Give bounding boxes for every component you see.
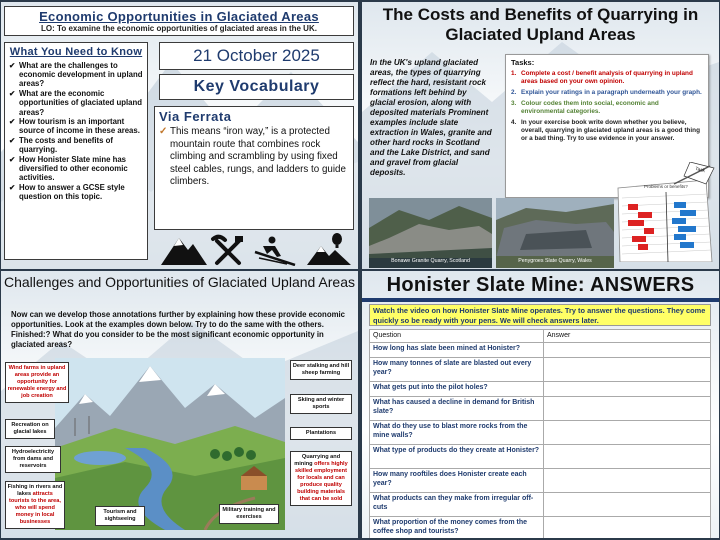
task-number: 4.: [511, 119, 517, 126]
slate-quarry-photo: [496, 198, 614, 268]
photo-caption: Bonawe Granite Quarry, Scotland: [391, 258, 470, 264]
mountain-icon: [161, 238, 207, 265]
label-fishing: [5, 481, 65, 529]
question-cell: What has caused a decline in demand for British slate?: [370, 397, 544, 421]
task-item: [511, 89, 703, 97]
lesson-date: 21 October 2025: [159, 42, 354, 70]
label-quarrying: [290, 451, 352, 506]
table-row: [370, 397, 711, 421]
list-item: ✔ How Honister Slate mine has diversified to other economic activities.: [9, 155, 143, 183]
task-item: [511, 119, 703, 143]
column-header-answer: Answer: [544, 330, 711, 343]
question-cell: What gets put into the pilot holes?: [370, 382, 544, 397]
label-deer-stalking: Deer stalking and hill sheep farming: [290, 360, 352, 380]
slide-challenges-opportunities: [1, 271, 358, 538]
lesson-header: [4, 6, 354, 36]
table-header-row: [370, 330, 711, 343]
question-cell: What type of products do they create at Honister?: [370, 445, 544, 469]
task-text: Complete a cost / benefit analysis of quarrying in upland areas based on your own opinion.: [521, 70, 693, 85]
task-tag: Task: [694, 166, 706, 175]
label-tourism: Tourism and sightseeing: [95, 506, 145, 526]
lesson-title: Economic Opportunities in Glaciated Areas: [39, 9, 319, 24]
slide-title: The Costs and Benefits of Quarrying in Glaciated Upland Areas: [382, 5, 699, 44]
answer-cell[interactable]: [544, 445, 711, 469]
task-number: 1.: [511, 70, 517, 77]
key-vocabulary-heading: Key Vocabulary: [159, 74, 354, 100]
label-explanation: provide an opportunity for renewable energy and job creation: [7, 372, 67, 399]
slide-honister-answers: [362, 271, 719, 538]
label-explanation: attracts tourists to the area, who will spend money in local businesses: [9, 491, 61, 525]
task-item: [511, 70, 703, 86]
tasks-heading: Tasks:: [511, 58, 535, 67]
slide-economic-opportunities: [1, 2, 358, 269]
cost-benefit-graph-illustration: [614, 162, 718, 262]
notebook-graph-image: [614, 162, 718, 262]
vocabulary-card: [154, 106, 354, 230]
question-cell: What products can they make from irregular off-cuts: [370, 493, 544, 517]
table-row: [370, 493, 711, 517]
questions-table: [369, 329, 711, 538]
tasks-list: [511, 70, 703, 143]
answer-cell[interactable]: [544, 358, 711, 382]
table-row: [370, 421, 711, 445]
table-row: [370, 382, 711, 397]
learning-objective: LO: To examine the economic opportunities of glaciated areas in the UK.: [41, 24, 317, 33]
task-text: Explain your ratings in a paragraph underneath your graph.: [521, 89, 702, 96]
mountain-balloon-icon: [307, 233, 351, 265]
question-cell: How many tonnes of slate are blasted out every year?: [370, 358, 544, 382]
answer-cell[interactable]: [544, 343, 711, 358]
list-item: ✔ The costs and benefits of quarrying.: [9, 136, 143, 154]
photo-caption: Penygroes Slate Quarry, Wales: [518, 258, 592, 264]
table-row: [370, 358, 711, 382]
answer-cell[interactable]: [544, 517, 711, 539]
list-item: ✔ What are the challenges to economic development in upland areas?: [9, 61, 143, 89]
question-cell: How many rooftiles does Honister create each year?: [370, 469, 544, 493]
answer-cell[interactable]: [544, 421, 711, 445]
question-cell: What do they use to blast more rocks from the mine walls?: [370, 421, 544, 445]
table-row: [370, 343, 711, 358]
notebook-label: Problems or benefits?: [644, 184, 688, 189]
task-item: [511, 100, 703, 116]
list-item: ✔ How tourism is an important source of income in these areas.: [9, 117, 143, 135]
label-hydroelectricity: Hydroelectricity from dams and reservoirs: [5, 446, 61, 473]
task-number: 3.: [511, 100, 517, 107]
need-to-know-heading: What You Need to Know: [9, 46, 143, 58]
task-text: In your exercise book write down whether you believe, overall, quarrying in glaciated upland areas is a good thing or a bad thing. Try to use evidence in your answer.: [521, 119, 700, 142]
answer-cell[interactable]: [544, 382, 711, 397]
need-to-know-list: [9, 61, 143, 202]
vocabulary-term: Via Ferrata: [159, 109, 232, 124]
slide-quarrying: [362, 2, 719, 269]
list-item: ✔ How to answer a GCSE style question on this topic.: [9, 183, 143, 201]
quarrying-description: In the UK's upland glaciated areas, the types of quarrying reflect the hard, resistant rock formations left behind by glacial erosion, along with deposited materials Prominent examples include slate extraction in Wales, granite and other hard rocks in Scotland and the Lake District, and sand and gravel from glacial deposits.: [370, 58, 492, 177]
label-plantations: Plantations: [290, 427, 352, 440]
answer-cell[interactable]: [544, 469, 711, 493]
question-cell: How long has slate been mined at Honister?: [370, 343, 544, 358]
skier-icon: [255, 237, 295, 266]
label-skiing: Skiing and winter sports: [290, 394, 352, 414]
table-row: [370, 445, 711, 469]
answer-cell[interactable]: [544, 397, 711, 421]
label-recreation: Recreation on glacial lakes: [5, 419, 55, 439]
title-underline: [362, 298, 719, 302]
vocabulary-definition: ✓ This means “iron way,” is a protected mountain route that combines rock climbing and scrambling by using fixed steel cables, rungs, and ladders to guide climbers.: [159, 126, 349, 189]
list-item: ✔ What are the economic opportunities of glaciated upland areas?: [9, 89, 143, 117]
table-row: [370, 517, 711, 539]
video-instruction: Watch the video on how Honister Slate Mine operates. Try to answer the questions. They come quickly so be ready with your pens. We will check answers later.: [369, 304, 711, 326]
label-text: Quarrying and mining: [294, 454, 341, 467]
slide-instructions: Now can we develop those annotations further by explaining how these provide economic opportunities. Look at the examples down below. Try to do the same with the others. Finished:? What do you consider to be the most significant economic opportunity in glaciated areas?: [11, 310, 346, 349]
granite-quarry-photo: [369, 198, 492, 268]
need-to-know-box: [4, 42, 148, 260]
task-text: Colour codes them into social, economic and environmental categories.: [521, 100, 659, 115]
column-header-question: Question: [370, 330, 544, 343]
label-wind-farms: [5, 362, 69, 403]
task-number: 2.: [511, 89, 517, 96]
topic-icons: [159, 232, 354, 266]
label-text: Wind farms in upland areas: [8, 365, 66, 378]
label-text: Fishing in rivers and lakes: [7, 484, 63, 497]
table-row: [370, 469, 711, 493]
label-military: Military training and exercises: [219, 504, 279, 524]
slide-title: Honister Slate Mine: ANSWERS: [386, 274, 695, 296]
question-cell: What proportion of the money comes from the coffee shop and tourists?: [370, 517, 544, 539]
answer-cell[interactable]: [544, 493, 711, 517]
slide-title: Challenges and Opportunities of Glaciated Upland Areas: [4, 274, 355, 290]
label-explanation: offers highly skilled employment for locals and can produce quality building materials that can be sold: [295, 461, 348, 502]
tools-icon: [213, 236, 243, 263]
